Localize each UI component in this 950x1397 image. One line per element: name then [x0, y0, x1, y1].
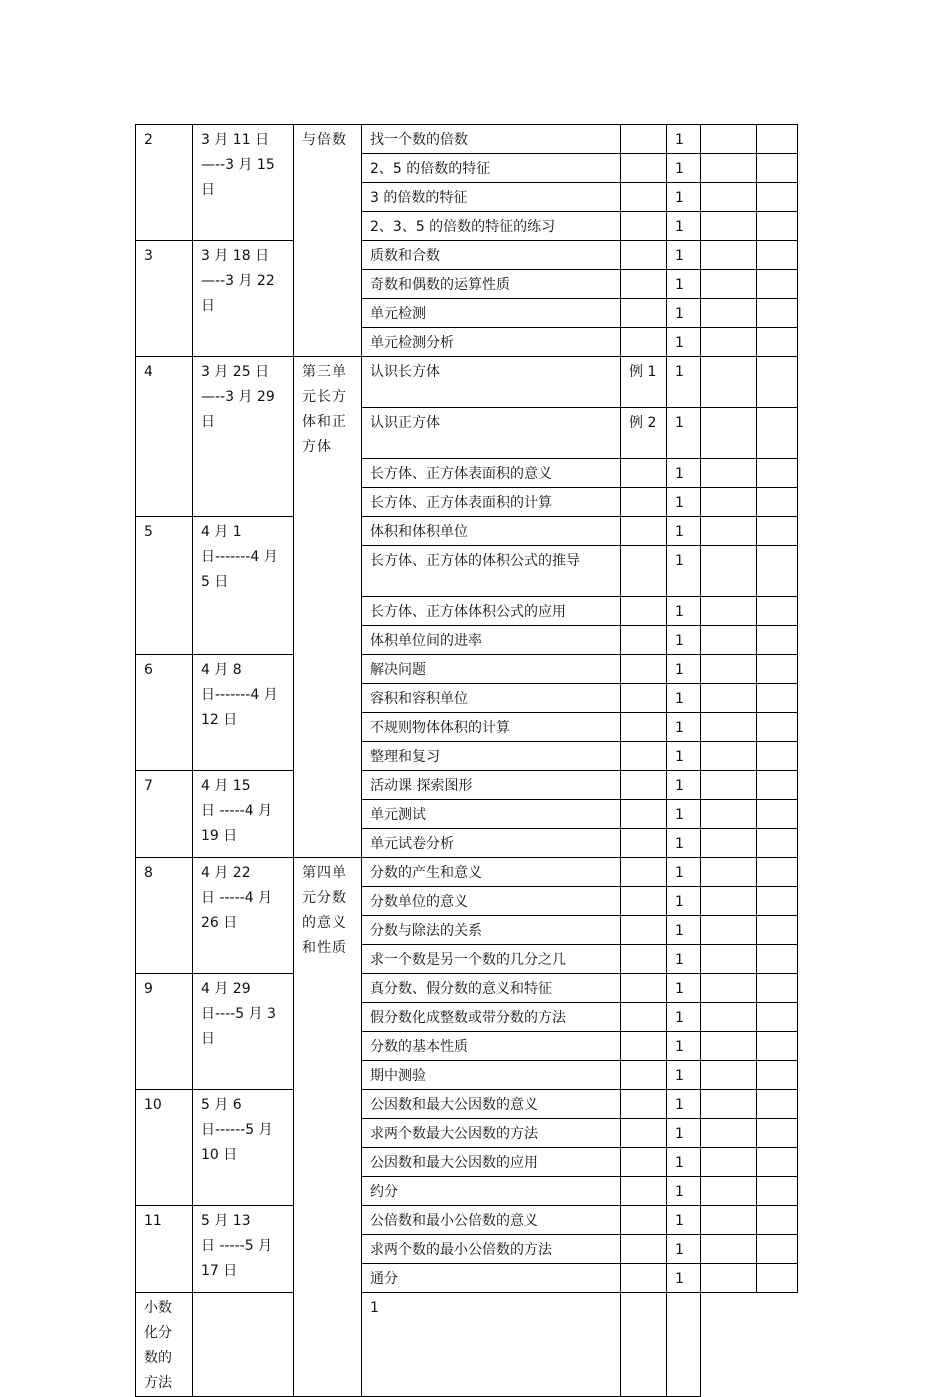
- week-number-cell: 7: [136, 771, 193, 858]
- blank-cell-1: [701, 1206, 757, 1235]
- blank-cell-1: [701, 626, 757, 655]
- class-hours-cell: 1: [667, 887, 701, 916]
- blank-cell-1: [701, 1264, 757, 1293]
- lesson-content-cell: 分数单位的意义: [362, 887, 621, 916]
- text-line: 日-------4 月: [201, 687, 278, 703]
- text-line: 的意义: [302, 915, 347, 931]
- class-hours-cell: 1: [667, 1206, 701, 1235]
- blank-cell-1: [701, 408, 757, 459]
- text-line: 4 月 1: [201, 524, 242, 540]
- lesson-content-cell: 整理和复习: [362, 742, 621, 771]
- text-line: —--3 月 22: [201, 273, 275, 289]
- example-cell: [621, 299, 667, 328]
- text-line: 19 日: [201, 828, 238, 844]
- text-line: 日-------4 月: [201, 549, 278, 565]
- date-range-cell: [193, 357, 294, 517]
- blank-cell-1: [701, 742, 757, 771]
- blank-cell-2: [757, 488, 798, 517]
- class-hours-cell: 1: [667, 517, 701, 546]
- text-line: 日: [201, 182, 215, 198]
- blank-cell-2: [757, 742, 798, 771]
- class-hours-cell: 1: [667, 1177, 701, 1206]
- text-line: 3 月 11 日: [201, 132, 270, 148]
- unit-title-cell: [294, 357, 362, 858]
- week-number-cell: 10: [136, 1090, 193, 1206]
- lesson-content-cell: 认识长方体: [362, 357, 621, 408]
- blank-cell-1: [701, 125, 757, 154]
- blank-cell-1: [701, 299, 757, 328]
- blank-cell-2: [757, 241, 798, 270]
- lesson-content-cell: 不规则物体体积的计算: [362, 713, 621, 742]
- blank-cell-2: [757, 357, 798, 408]
- blank-cell-1: [701, 546, 757, 597]
- blank-cell-2: [757, 858, 798, 887]
- blank-cell-1: [701, 1061, 757, 1090]
- lesson-content-cell: 认识正方体: [362, 408, 621, 459]
- text-line: —--3 月 15: [201, 157, 275, 173]
- blank-cell-1: [701, 916, 757, 945]
- class-hours-cell: 1: [667, 626, 701, 655]
- example-cell: [621, 713, 667, 742]
- class-hours-cell: 1: [667, 488, 701, 517]
- example-cell: [621, 459, 667, 488]
- date-range-cell: [193, 517, 294, 655]
- date-range-cell: [193, 125, 294, 241]
- blank-cell-1: [701, 212, 757, 241]
- blank-cell-1: [701, 684, 757, 713]
- blank-cell-1: [701, 829, 757, 858]
- example-cell: [621, 1264, 667, 1293]
- class-hours-cell: 1: [667, 125, 701, 154]
- blank-cell-1: [701, 945, 757, 974]
- date-range-cell: [193, 1090, 294, 1206]
- table-row: [136, 858, 798, 887]
- class-hours-cell: 1: [667, 713, 701, 742]
- class-hours-cell: 1: [667, 154, 701, 183]
- lesson-content-cell: 小数化分数的方法: [136, 1293, 193, 1397]
- class-hours-cell: 1: [667, 270, 701, 299]
- week-number-cell: 4: [136, 357, 193, 517]
- week-number-cell: 8: [136, 858, 193, 974]
- blank-cell-2: [757, 328, 798, 357]
- blank-cell-1: [701, 328, 757, 357]
- blank-cell-2: [757, 713, 798, 742]
- text-line: 5 日: [201, 574, 229, 590]
- blank-cell-1: [701, 597, 757, 626]
- text-line: 4 月 29: [201, 981, 251, 997]
- text-line: 10 日: [201, 1147, 238, 1163]
- blank-cell-2: [757, 517, 798, 546]
- blank-cell-2: [757, 945, 798, 974]
- example-cell: [621, 916, 667, 945]
- class-hours-cell: 1: [667, 800, 701, 829]
- example-cell: [621, 1235, 667, 1264]
- blank-cell-1: [701, 1090, 757, 1119]
- text-line: 元长方: [302, 389, 347, 405]
- example-cell: [621, 546, 667, 597]
- class-hours-cell: 1: [667, 183, 701, 212]
- text-line: 日----5 月 3: [201, 1006, 276, 1022]
- blank-cell-2: [757, 1148, 798, 1177]
- example-cell: [621, 270, 667, 299]
- blank-cell-2: [757, 974, 798, 1003]
- week-number-cell: 11: [136, 1206, 193, 1293]
- unit-title-cell: [294, 125, 362, 357]
- lesson-content-cell: 单元试卷分析: [362, 829, 621, 858]
- text-line: 方体: [302, 439, 332, 455]
- class-hours-cell: 1: [667, 299, 701, 328]
- example-cell: [621, 1206, 667, 1235]
- example-cell: [621, 1148, 667, 1177]
- lesson-content-cell: 单元检测分析: [362, 328, 621, 357]
- blank-cell-2: [757, 626, 798, 655]
- text-line: 5 月 13: [201, 1213, 251, 1229]
- lesson-content-cell: 单元检测: [362, 299, 621, 328]
- blank-cell-2: [757, 459, 798, 488]
- class-hours-cell: 1: [667, 1032, 701, 1061]
- week-number-cell: 6: [136, 655, 193, 771]
- text-line: 和性质: [302, 940, 347, 956]
- lesson-content-cell: 体积单位间的进率: [362, 626, 621, 655]
- example-cell: [621, 154, 667, 183]
- week-number-cell: 3: [136, 241, 193, 357]
- class-hours-cell: 1: [667, 1090, 701, 1119]
- class-hours-cell: 1: [667, 597, 701, 626]
- class-hours-cell: 1: [667, 408, 701, 459]
- example-cell: [621, 1032, 667, 1061]
- lesson-content-cell: 公因数和最大公因数的应用: [362, 1148, 621, 1177]
- example-cell: [621, 488, 667, 517]
- blank-cell-2: [757, 684, 798, 713]
- blank-cell-1: [701, 488, 757, 517]
- lesson-content-cell: 长方体、正方体体积公式的应用: [362, 597, 621, 626]
- blank-cell-2: [757, 1264, 798, 1293]
- week-number-cell: 9: [136, 974, 193, 1090]
- text-line: 体和正: [302, 414, 347, 430]
- class-hours-cell: 1: [667, 916, 701, 945]
- lesson-content-cell: 解决问题: [362, 655, 621, 684]
- example-cell: [621, 1177, 667, 1206]
- text-line: 4 月 22: [201, 865, 251, 881]
- blank-cell-2: [757, 1206, 798, 1235]
- example-cell: [621, 241, 667, 270]
- blank-cell-1: [701, 154, 757, 183]
- example-cell: [621, 597, 667, 626]
- blank-cell-2: [757, 1235, 798, 1264]
- blank-cell-1: [701, 800, 757, 829]
- lesson-content-cell: 约分: [362, 1177, 621, 1206]
- blank-cell-1: [701, 1119, 757, 1148]
- example-cell: [621, 626, 667, 655]
- lesson-content-cell: 长方体、正方体表面积的计算: [362, 488, 621, 517]
- class-hours-cell: 1: [667, 1148, 701, 1177]
- text-line: 日: [201, 1031, 215, 1047]
- blank-cell-2: [757, 771, 798, 800]
- table-row: [136, 1293, 798, 1397]
- example-cell: [621, 829, 667, 858]
- class-hours-cell: 1: [362, 1293, 621, 1397]
- blank-cell-2: [757, 408, 798, 459]
- class-hours-cell: 1: [667, 742, 701, 771]
- blank-cell-2: [757, 125, 798, 154]
- date-range-cell: [193, 1206, 294, 1293]
- class-hours-cell: 1: [667, 459, 701, 488]
- blank-cell-1: [701, 713, 757, 742]
- class-hours-cell: 1: [667, 858, 701, 887]
- date-range-cell: [193, 771, 294, 858]
- example-cell: [621, 183, 667, 212]
- text-line: —--3 月 29: [201, 389, 275, 405]
- table-row: [136, 1090, 798, 1119]
- example-cell: [621, 887, 667, 916]
- blank-cell-1: [701, 1003, 757, 1032]
- class-hours-cell: 1: [667, 1061, 701, 1090]
- blank-cell-1: [701, 1177, 757, 1206]
- example-cell: 例 1: [621, 357, 667, 408]
- blank-cell-2: [757, 1032, 798, 1061]
- blank-cell-2: [757, 887, 798, 916]
- lesson-content-cell: 分数的基本性质: [362, 1032, 621, 1061]
- example-cell: [193, 1293, 294, 1397]
- lesson-content-cell: 3 的倍数的特征: [362, 183, 621, 212]
- table-row: [136, 655, 798, 684]
- class-hours-cell: 1: [667, 1264, 701, 1293]
- class-hours-cell: 1: [667, 771, 701, 800]
- unit-title-cell: [294, 858, 362, 1397]
- table-row: [136, 357, 798, 408]
- blank-cell-2: [757, 183, 798, 212]
- table-body: [136, 125, 798, 1397]
- lesson-content-cell: 质数和合数: [362, 241, 621, 270]
- lesson-content-cell: 体积和体积单位: [362, 517, 621, 546]
- lesson-content-cell: 通分: [362, 1264, 621, 1293]
- blank-cell-2: [757, 1119, 798, 1148]
- blank-cell-1: [701, 1032, 757, 1061]
- example-cell: [621, 858, 667, 887]
- lesson-content-cell: 活动课 探索图形: [362, 771, 621, 800]
- class-hours-cell: 1: [667, 1003, 701, 1032]
- table-row: [136, 517, 798, 546]
- blank-cell-2: [757, 1090, 798, 1119]
- table-row: [136, 974, 798, 1003]
- class-hours-cell: 1: [667, 328, 701, 357]
- table-row: [136, 1206, 798, 1235]
- text-line: 日------5 月: [201, 1122, 273, 1138]
- blank-cell-1: [701, 270, 757, 299]
- blank-cell-2: [757, 212, 798, 241]
- blank-cell-1: [701, 183, 757, 212]
- blank-cell-1: [701, 887, 757, 916]
- text-line: 5 月 6: [201, 1097, 242, 1113]
- example-cell: [621, 742, 667, 771]
- class-hours-cell: 1: [667, 655, 701, 684]
- blank-cell-1: [701, 459, 757, 488]
- table-row: [136, 241, 798, 270]
- text-line: 第三单: [302, 364, 347, 380]
- blank-cell-2: [757, 829, 798, 858]
- lesson-content-cell: 容积和容积单位: [362, 684, 621, 713]
- date-range-cell: [193, 655, 294, 771]
- text-line: 17 日: [201, 1263, 238, 1279]
- blank-cell-1: [701, 517, 757, 546]
- text-line: 3 月 25 日: [201, 364, 270, 380]
- text-line: 4 月 15: [201, 778, 251, 794]
- lesson-content-cell: 长方体、正方体的体积公式的推导: [362, 546, 621, 597]
- text-line: 4 月 8: [201, 662, 242, 678]
- example-cell: [621, 800, 667, 829]
- blank-cell-2: [757, 1177, 798, 1206]
- date-range-cell: [193, 241, 294, 357]
- lesson-content-cell: 2、5 的倍数的特征: [362, 154, 621, 183]
- class-hours-cell: 1: [667, 546, 701, 597]
- lesson-content-cell: 公倍数和最小公倍数的意义: [362, 1206, 621, 1235]
- lesson-content-cell: 求两个数的最小公倍数的方法: [362, 1235, 621, 1264]
- text-line: 与倍数: [302, 132, 347, 148]
- blank-cell-2: [757, 154, 798, 183]
- example-cell: [621, 212, 667, 241]
- example-cell: [621, 1090, 667, 1119]
- class-hours-cell: 1: [667, 1235, 701, 1264]
- text-line: 日 -----5 月: [201, 1238, 273, 1254]
- text-line: 26 日: [201, 915, 238, 931]
- lesson-content-cell: 分数的产生和意义: [362, 858, 621, 887]
- date-range-cell: [193, 858, 294, 974]
- text-line: 元分数: [302, 890, 347, 906]
- class-hours-cell: 1: [667, 684, 701, 713]
- date-range-cell: [193, 974, 294, 1090]
- lesson-content-cell: 真分数、假分数的意义和特征: [362, 974, 621, 1003]
- example-cell: [621, 974, 667, 1003]
- example-cell: [621, 1119, 667, 1148]
- example-cell: [621, 517, 667, 546]
- blank-cell-1: [701, 974, 757, 1003]
- lesson-content-cell: 单元测试: [362, 800, 621, 829]
- blank-cell-1: [621, 1293, 667, 1397]
- example-cell: [621, 684, 667, 713]
- blank-cell-2: [757, 800, 798, 829]
- class-hours-cell: 1: [667, 974, 701, 1003]
- class-hours-cell: 1: [667, 945, 701, 974]
- class-hours-cell: 1: [667, 357, 701, 408]
- lesson-content-cell: 求两个数最大公因数的方法: [362, 1119, 621, 1148]
- class-hours-cell: 1: [667, 212, 701, 241]
- blank-cell-2: [757, 546, 798, 597]
- example-cell: [621, 1061, 667, 1090]
- blank-cell-2: [757, 1003, 798, 1032]
- example-cell: [621, 771, 667, 800]
- text-line: 日 -----4 月: [201, 890, 273, 906]
- blank-cell-2: [667, 1293, 701, 1397]
- lesson-content-cell: 期中测验: [362, 1061, 621, 1090]
- example-cell: [621, 945, 667, 974]
- blank-cell-2: [757, 655, 798, 684]
- text-line: 日: [201, 414, 215, 430]
- blank-cell-1: [701, 241, 757, 270]
- blank-cell-1: [701, 357, 757, 408]
- lesson-content-cell: 找一个数的倍数: [362, 125, 621, 154]
- teaching-plan-table: [135, 124, 798, 1397]
- example-cell: [621, 125, 667, 154]
- text-line: 第四单: [302, 865, 347, 881]
- lesson-content-cell: 假分数化成整数或带分数的方法: [362, 1003, 621, 1032]
- example-cell: [621, 1003, 667, 1032]
- lesson-content-cell: 长方体、正方体表面积的意义: [362, 459, 621, 488]
- example-cell: 例 2: [621, 408, 667, 459]
- class-hours-cell: 1: [667, 1119, 701, 1148]
- text-line: 3 月 18 日: [201, 248, 270, 264]
- blank-cell-1: [701, 655, 757, 684]
- lesson-content-cell: 求一个数是另一个数的几分之几: [362, 945, 621, 974]
- week-number-cell: 2: [136, 125, 193, 241]
- text-line: 日 -----4 月: [201, 803, 273, 819]
- blank-cell-2: [757, 270, 798, 299]
- example-cell: [621, 328, 667, 357]
- blank-cell-2: [757, 916, 798, 945]
- table-row: [136, 125, 798, 154]
- example-cell: [621, 655, 667, 684]
- blank-cell-1: [701, 858, 757, 887]
- lesson-content-cell: 奇数和偶数的运算性质: [362, 270, 621, 299]
- lesson-content-cell: 公因数和最大公因数的意义: [362, 1090, 621, 1119]
- blank-cell-2: [757, 299, 798, 328]
- blank-cell-1: [701, 1148, 757, 1177]
- lesson-content-cell: 2、3、5 的倍数的特征的练习: [362, 212, 621, 241]
- text-line: 日: [201, 298, 215, 314]
- table-row: [136, 771, 798, 800]
- blank-cell-2: [757, 1061, 798, 1090]
- blank-cell-2: [757, 597, 798, 626]
- blank-cell-1: [701, 771, 757, 800]
- blank-cell-1: [701, 1235, 757, 1264]
- text-line: 12 日: [201, 712, 238, 728]
- week-number-cell: 5: [136, 517, 193, 655]
- lesson-content-cell: 分数与除法的关系: [362, 916, 621, 945]
- class-hours-cell: 1: [667, 829, 701, 858]
- class-hours-cell: 1: [667, 241, 701, 270]
